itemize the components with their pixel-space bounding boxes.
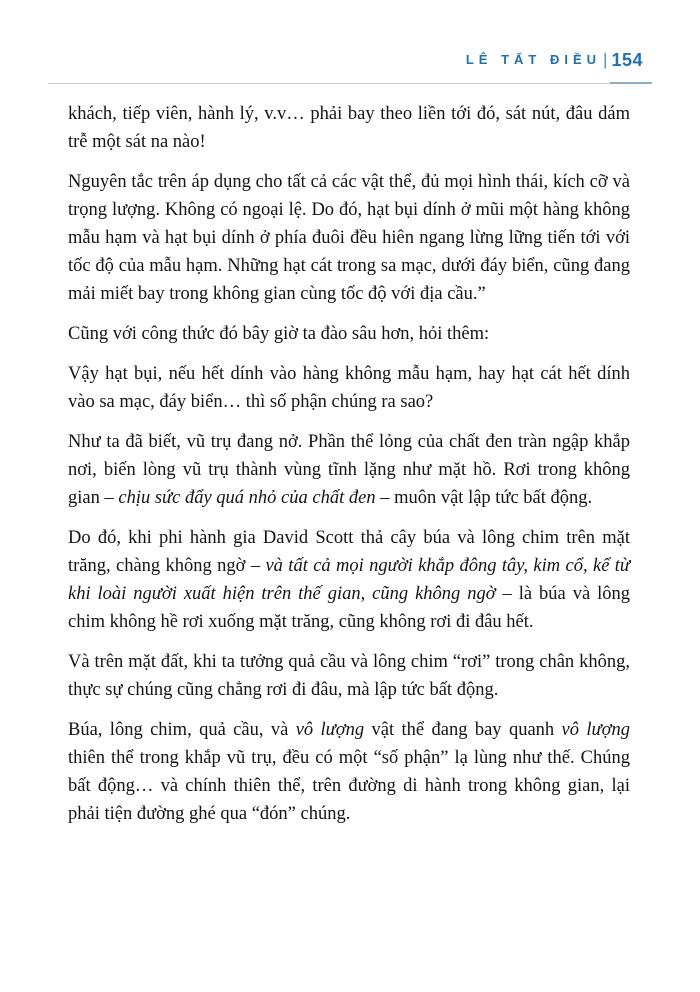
paragraph <box>68 360 630 416</box>
paragraph <box>68 168 630 308</box>
header-rule <box>48 83 652 84</box>
text-run: – là búa và lông chim không hề rơi xuống mặt trăng, cũng không rơi đi đâu hết. <box>68 584 630 632</box>
page-number: 154 <box>611 50 643 70</box>
header-separator: | <box>603 50 608 69</box>
paragraph <box>68 428 630 512</box>
paragraph <box>68 524 630 636</box>
text-run: Như ta đã biết, vũ trụ đang nở. Phần thể lỏng của chất đen tràn ngập khắp nơi, biến lòng vũ trụ thành vùng tĩnh lặng như mặt hồ. Rơi trong không gian – <box>68 432 630 508</box>
text-run: Nguyên tắc trên áp dụng cho tất cả các vật thể, đủ mọi hình thái, kích cỡ và trọng lượng. Không có ngoại lệ. Do đó, hạt bụi dính ở mũi một hàng không mẫu hạm và hạt bụi dính ở phía đuôi đều hiên ngang lừng lững tiến tới với tốc độ của mẫu hạm. Những hạt cát trong sa mạc, dưới đáy biển, cũng đang mải miết bay trong không gian cùng tốc độ với địa cầu.” <box>68 172 630 304</box>
text-run: Vậy hạt bụi, nếu hết dính vào hàng không mẫu hạm, hay hạt cát hết dính vào sa mạc, đáy biển… thì số phận chúng ra sao? <box>68 364 630 412</box>
text-run: – muôn vật lập tức bất động. <box>375 488 593 508</box>
page-body <box>68 100 630 840</box>
text-run: vật thể đang bay quanh <box>364 720 562 740</box>
header-rule-accent <box>610 82 652 84</box>
paragraph <box>68 716 630 828</box>
italic-run: vô lượng <box>561 720 630 740</box>
text-run: Búa, lông chim, quả cầu, và <box>68 720 296 740</box>
italic-run: và tất cả mọi người khắp đông tây, kim cổ, kể từ khi loài người xuất hiện trên thế gian, cũng không ngờ <box>68 556 631 604</box>
paragraph <box>68 100 630 156</box>
page-header <box>48 50 643 71</box>
paragraph <box>68 648 630 704</box>
italic-run: chịu sức đẩy quá nhỏ của chất đen <box>118 488 376 508</box>
italic-run: vô lượng <box>295 720 365 740</box>
text-run: Và trên mặt đất, khi ta tưởng quả cầu và lông chim “rơi” trong chân không, thực sự chúng cũng chẳng rơi đi đâu, mà lập tức bất động. <box>68 652 630 700</box>
text-run: thiên thể trong khắp vũ trụ, đều có một “số phận” lạ lùng như thế. Chúng bất động… và chính thiên thể, trên đường di hành trong không gian, lại phải tiện đường ghé qua “đón” chúng. <box>68 748 630 824</box>
text-run: Cũng với công thức đó bây giờ ta đào sâu hơn, hỏi thêm: <box>68 324 490 344</box>
paragraph <box>68 320 630 348</box>
text-run: Do đó, khi phi hành gia David Scott thả cây búa và lông chim trên mặt trăng, chàng không ngờ – <box>68 528 630 576</box>
text-run: khách, tiếp viên, hành lý, v.v… phải bay theo liền tới đó, sát nút, đâu dám trễ một sát na nào! <box>68 104 630 152</box>
author-name: LÊ TẤT ĐIỀU <box>465 52 602 67</box>
